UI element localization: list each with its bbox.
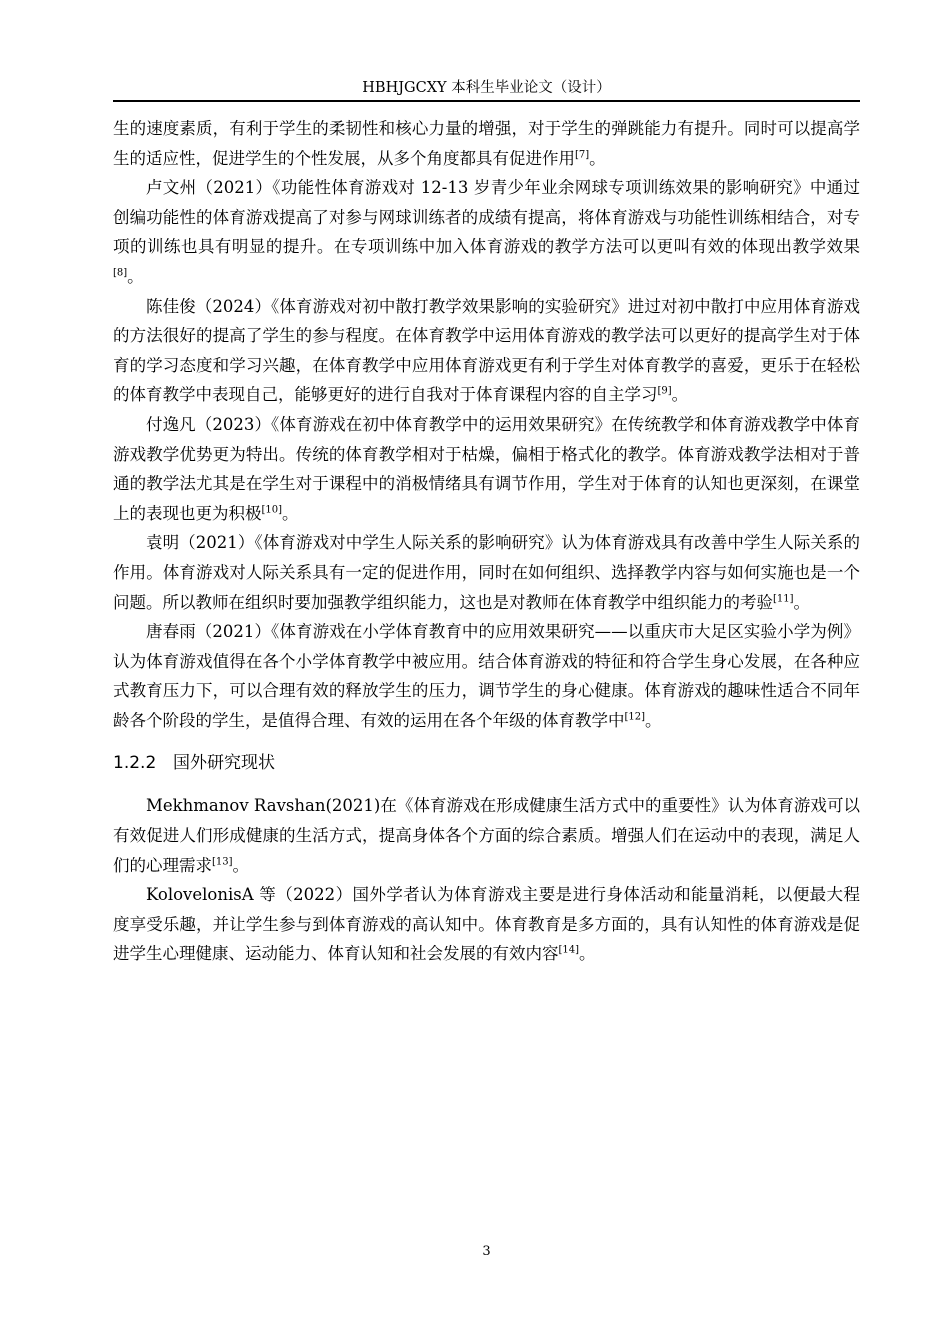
- page-number: 3: [482, 1244, 491, 1259]
- paragraph-continuation: 生的速度素质，有利于学生的柔韧性和核心力量的增强，对于学生的弹跳能力有提升。同时可以提高学生的适应性，促进学生的个性发展，从多个角度都具有促进作用[7]。: [113, 119, 860, 168]
- paragraph: KolovelonisA 等（2022）国外学者认为体育游戏主要是进行身体活动和能量消耗，以便最大程度享受乐趣，并让学生参与到体育游戏的高认知中。体育教育是多方面的，具有认知性的体育游戏是促进学生心理健康、运动能力、体育认知和社会发展的有效内容[14]。: [113, 885, 860, 964]
- header-divider: [113, 100, 860, 102]
- section-number: 1.2.2: [113, 753, 157, 774]
- section-title: 国外研究现状: [173, 753, 275, 774]
- citation-ref: [11]: [773, 593, 794, 604]
- paragraph: 卢文州（2021）《功能性体育游戏对 12-13 岁青少年业余网球专项训练效果的影响研究》中通过创编功能性的体育游戏提高了对参与网球训练者的成绩有提高，将体育游戏与功能性训练相结合，对专项的训练也具有明显的提升。在专项训练中加入体育游戏的教学方法可以更叫有效的体现出教学效果[8]。: [113, 178, 860, 286]
- paragraph: 袁明（2021）《体育游戏对中学生人际关系的影响研究》认为体育游戏具有改善中学生人际关系的作用。体育游戏对人际关系具有一定的促进作用，同时在如何组织、选择教学内容与如何实施也是一个问题。所以教师在组织时要加强教学组织能力，这也是对教师在体育教学中组织能力的考验[11]。: [113, 533, 860, 612]
- paragraph: 唐春雨（2021）《体育游戏在小学体育教育中的应用效果研究——以重庆市大足区实验小学为例》认为体育游戏值得在各个小学体育教学中被应用。结合体育游戏的特征和符合学生身心发展，在各种应式教育压力下，可以合理有效的释放学生的压力，调节学生的身心健康。体育游戏的趣味性适合不同年龄各个阶段的学生，是值得合理、有效的运用在各个年级的体育教学中[12]。: [113, 622, 860, 730]
- citation-ref: [8]: [113, 267, 128, 279]
- paragraph: 付逸凡（2023）《体育游戏在初中体育教学中的运用效果研究》在传统教学和体育游戏教学中体育游戏教学优势更为特出。传统的体育教学相对于枯燥，偏相于格式化的教学。体育游戏教学法相对于普通的教学法尤其是在学生对于课程中的消极情绪具有调节作用，学生对于体育的认知也更深刻，在课堂上的表现也更为积极[10]。: [113, 414, 860, 523]
- citation-ref: [14]: [558, 944, 580, 956]
- citation-ref: [7]: [575, 149, 590, 161]
- citation-ref: [12]: [624, 711, 646, 723]
- citation-ref: [9]: [657, 385, 672, 397]
- paragraph: Mekhmanov Ravshan(2021)在《体育游戏在形成健康生活方式中的重要性》认为体育游戏可以有效促进人们形成健康的生活方式，提高身体各个方面的综合素质。增强人们在运动中的表现，满足人们的心理需求[13]。: [113, 796, 860, 875]
- paragraph: 陈佳俊（2024）《体育游戏对初中散打教学效果影响的实验研究》进过对初中散打中应用体育游戏的方法很好的提高了学生的参与程度。在体育教学中运用体育游戏的教学法可以更好的提高学生对于体育的学习态度和学习兴趣，在体育教学中应用体育游戏更有利于学生对体育教学的喜爱，更乐于在轻松的体育教学中表现自己，能够更好的进行自我对于体育课程内容的自主学习[9]。: [113, 296, 860, 405]
- body-text: [113, 114, 860, 969]
- page-header: HBHJGCXY 本科生毕业论文（设计）: [362, 80, 611, 96]
- citation-ref: [13]: [212, 856, 233, 868]
- section-heading: [113, 749, 860, 778]
- citation-ref: [10]: [261, 504, 283, 516]
